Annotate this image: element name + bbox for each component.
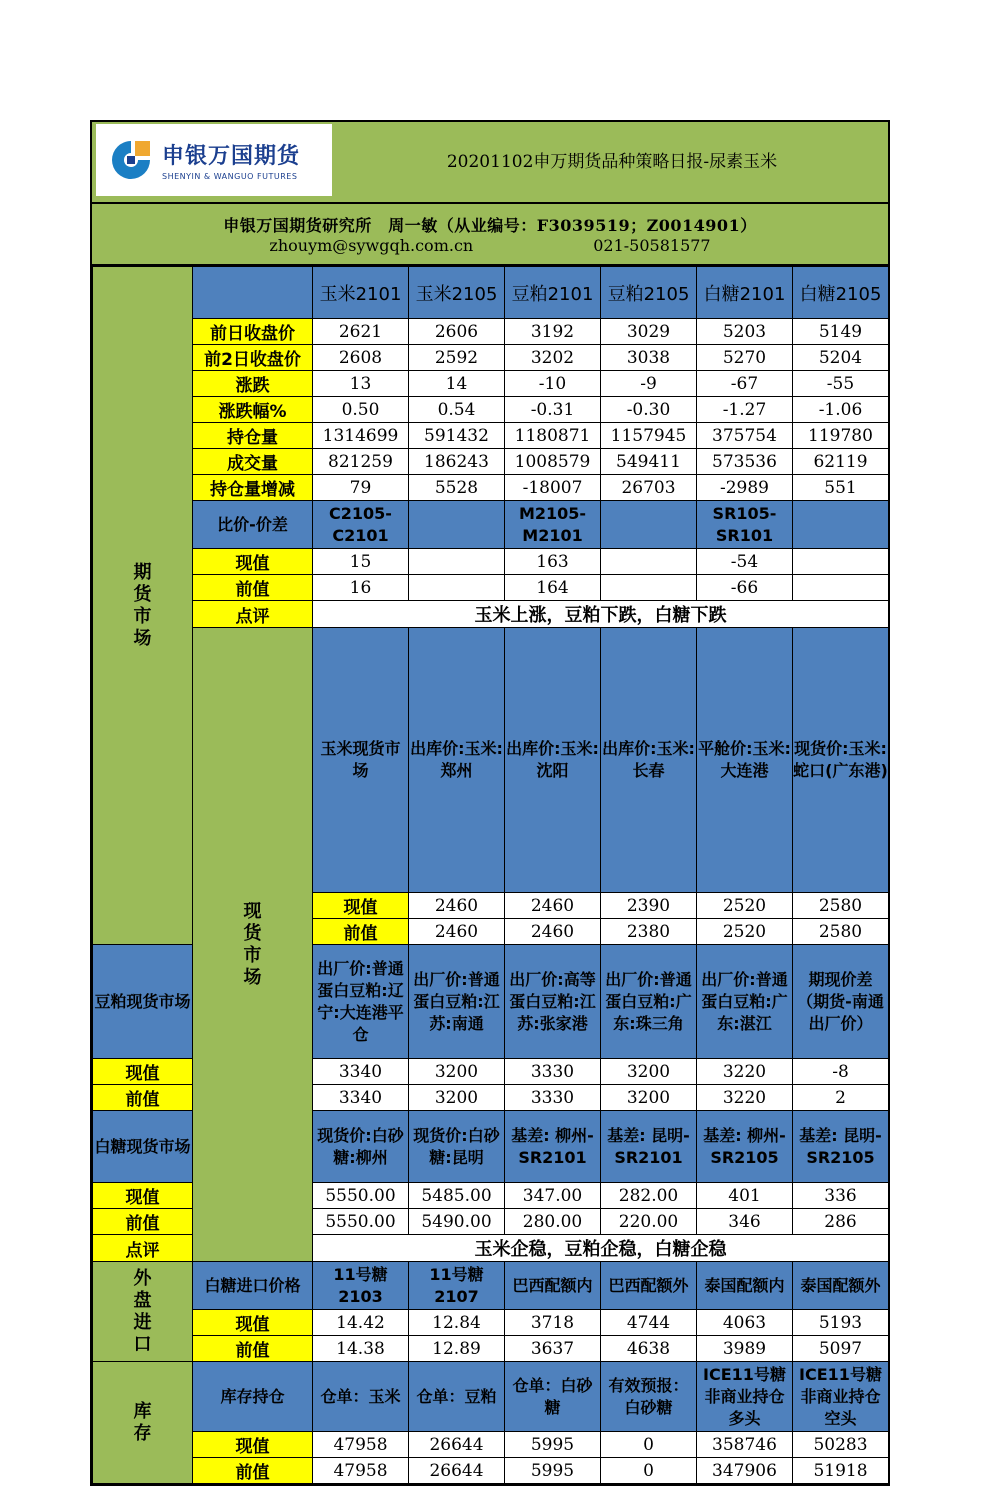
import-header: 巴西配额内 [505, 1262, 601, 1310]
value-cell: 573536 [697, 449, 793, 475]
value-cell: 336 [793, 1183, 889, 1209]
report-sheet [90, 120, 890, 1486]
spread-label: 比价-价差 [193, 501, 313, 549]
spot-meal-label: 豆粕现货市场 [93, 945, 193, 1059]
value-cell: 5995 [505, 1432, 601, 1458]
row-label: 现值 [193, 549, 313, 575]
value-cell: 3202 [505, 345, 601, 371]
value-cell: 3340 [313, 1085, 409, 1111]
value-cell: 14 [409, 371, 505, 397]
spot-corn-label: 玉米现货市场 [313, 628, 409, 893]
value-cell: 79 [313, 475, 409, 501]
import-header: 泰国配额内 [697, 1262, 793, 1310]
row-label: 持仓量增减 [193, 475, 313, 501]
spot-header: 出库价:玉米:郑州 [409, 628, 505, 893]
section-spot: 现 货 市 场 [193, 628, 313, 1262]
contract-header: 白糖2101 [697, 267, 793, 319]
value-cell [601, 549, 697, 575]
value-cell: 3330 [505, 1085, 601, 1111]
comment-label: 点评 [93, 1235, 193, 1262]
author-phone: 021-50581577 [593, 236, 711, 255]
row-label: 现值 [193, 1310, 313, 1336]
spot-header: 基差: 柳州-SR2105 [697, 1111, 793, 1183]
value-cell: 2390 [601, 893, 697, 919]
row-label: 前日收盘价 [193, 319, 313, 345]
spot-sugar-label: 白糖现货市场 [93, 1111, 193, 1183]
table-row [93, 1336, 889, 1362]
logo-mark-icon [108, 137, 154, 183]
value-cell: 4744 [601, 1310, 697, 1336]
value-cell: -66 [697, 575, 793, 601]
spot-header: 基差: 昆明-SR2101 [601, 1111, 697, 1183]
value-cell: 0 [601, 1458, 697, 1484]
value-cell: 164 [505, 575, 601, 601]
value-cell: 14.38 [313, 1336, 409, 1362]
value-cell: 2608 [313, 345, 409, 371]
value-cell: 5550.00 [313, 1209, 409, 1235]
report-title: 20201102申万期货品种策略日报-尿素玉米 [446, 152, 778, 172]
value-cell: -10 [505, 371, 601, 397]
value-cell: -8 [793, 1059, 889, 1085]
company-logo [96, 124, 332, 196]
value-cell: 346 [697, 1209, 793, 1235]
inventory-header: 仓单：豆粕 [409, 1362, 505, 1432]
value-cell [409, 549, 505, 575]
value-cell: 1008579 [505, 449, 601, 475]
table-row [93, 628, 889, 893]
value-cell: -1.27 [697, 397, 793, 423]
spot-header: 期现价差（期货-南通出厂价） [793, 945, 889, 1059]
spot-comment: 玉米企稳，豆粕企稳，白糖企稳 [313, 1235, 889, 1262]
value-cell: 3718 [505, 1310, 601, 1336]
value-cell: 26703 [601, 475, 697, 501]
value-cell: 5204 [793, 345, 889, 371]
import-header: 11号糖2103 [313, 1262, 409, 1310]
value-cell: -67 [697, 371, 793, 397]
value-cell: 3029 [601, 319, 697, 345]
spot-header: 出厂价:普通蛋白豆粕:广东:湛江 [697, 945, 793, 1059]
value-cell: 2580 [793, 893, 889, 919]
inventory-header: 仓单：白砂糖 [505, 1362, 601, 1432]
table-row [93, 345, 889, 371]
value-cell: 2592 [409, 345, 505, 371]
value-cell: 12.84 [409, 1310, 505, 1336]
row-label: 现值 [93, 1059, 193, 1085]
value-cell: -18007 [505, 475, 601, 501]
section-inventory: 库 存 [93, 1362, 193, 1484]
value-cell: 26644 [409, 1458, 505, 1484]
spot-header: 现货价:白砂糖:昆明 [409, 1111, 505, 1183]
value-cell: 358746 [697, 1432, 793, 1458]
table-row [93, 1432, 889, 1458]
value-cell: 2 [793, 1085, 889, 1111]
spread-header: C2105-C2101 [313, 501, 409, 549]
row-label: 前2日收盘价 [193, 345, 313, 371]
spot-header: 基差: 昆明-SR2105 [793, 1111, 889, 1183]
author-email: zhouym@sywgqh.com.cn [269, 236, 474, 255]
spot-header: 现货价:玉米:蛇口(广东港) [793, 628, 889, 893]
value-cell: 821259 [313, 449, 409, 475]
value-cell: 3192 [505, 319, 601, 345]
value-cell: 186243 [409, 449, 505, 475]
value-cell: 3637 [505, 1336, 601, 1362]
value-cell: -0.30 [601, 397, 697, 423]
value-cell: 3200 [409, 1085, 505, 1111]
spot-header: 现货价:白砂糖:柳州 [313, 1111, 409, 1183]
logo-en-name: SHENYIN & WANGUO FUTURES [162, 172, 298, 181]
spot-header: 基差: 柳州-SR2101 [505, 1111, 601, 1183]
value-cell: 4063 [697, 1310, 793, 1336]
value-cell: 5149 [793, 319, 889, 345]
table-row [93, 601, 889, 628]
value-cell [409, 575, 505, 601]
value-cell: 5550.00 [313, 1183, 409, 1209]
row-label: 前值 [193, 1336, 313, 1362]
value-cell: 282.00 [601, 1183, 697, 1209]
table-row [93, 1262, 889, 1310]
inventory-header: 有效预报：白砂糖 [601, 1362, 697, 1432]
comment-label: 点评 [193, 601, 313, 628]
value-cell: 5270 [697, 345, 793, 371]
value-cell: 280.00 [505, 1209, 601, 1235]
value-cell: 3200 [601, 1085, 697, 1111]
row-label: 前值 [93, 1085, 193, 1111]
institute-line: 申银万国期货研究所 周一敏（从业编号：F3039519；Z0014901） [223, 216, 757, 235]
spread-header [601, 501, 697, 549]
value-cell: 4638 [601, 1336, 697, 1362]
row-label: 持仓量 [193, 423, 313, 449]
inventory-label: 库存持仓 [193, 1362, 313, 1432]
value-cell: 220.00 [601, 1209, 697, 1235]
import-label: 白糖进口价格 [193, 1262, 313, 1310]
value-cell: -54 [697, 549, 793, 575]
value-cell: 51918 [793, 1458, 889, 1484]
value-cell: -2989 [697, 475, 793, 501]
value-cell: 2460 [505, 919, 601, 945]
table-row [93, 371, 889, 397]
title-bar [92, 122, 888, 204]
spread-header [409, 501, 505, 549]
value-cell: 5097 [793, 1336, 889, 1362]
value-cell: 347.00 [505, 1183, 601, 1209]
value-cell: 1314699 [313, 423, 409, 449]
value-cell: 401 [697, 1183, 793, 1209]
table-row [93, 423, 889, 449]
inventory-header: ICE11号糖非商业持仓空头 [793, 1362, 889, 1432]
value-cell: 5995 [505, 1458, 601, 1484]
logo-cn-name: 申银万国期货 [162, 144, 301, 169]
table-row [93, 319, 889, 345]
value-cell: 14.42 [313, 1310, 409, 1336]
table-row [93, 1458, 889, 1484]
value-cell: 286 [793, 1209, 889, 1235]
row-label: 现值 [193, 1432, 313, 1458]
value-cell: 375754 [697, 423, 793, 449]
row-label: 前值 [193, 575, 313, 601]
value-cell: 119780 [793, 423, 889, 449]
author-bar [92, 204, 888, 266]
row-label: 前值 [313, 919, 409, 945]
table-row [93, 449, 889, 475]
value-cell: 15 [313, 549, 409, 575]
value-cell: 3200 [601, 1059, 697, 1085]
value-cell: 62119 [793, 449, 889, 475]
contract-header-blank [193, 267, 313, 319]
value-cell: 2520 [697, 893, 793, 919]
strategy-table [92, 266, 889, 1484]
value-cell: 163 [505, 549, 601, 575]
value-cell: 3200 [409, 1059, 505, 1085]
value-cell: 12.89 [409, 1336, 505, 1362]
import-header: 泰国配额外 [793, 1262, 889, 1310]
row-label: 涨跌 [193, 371, 313, 397]
value-cell: 3989 [697, 1336, 793, 1362]
value-cell: 3340 [313, 1059, 409, 1085]
spot-header: 出厂价:普通蛋白豆粕:广东:珠三角 [601, 945, 697, 1059]
value-cell: 591432 [409, 423, 505, 449]
value-cell: 549411 [601, 449, 697, 475]
value-cell: 0.54 [409, 397, 505, 423]
spot-header: 出库价:玉米:沈阳 [505, 628, 601, 893]
value-cell [601, 575, 697, 601]
value-cell: 1180871 [505, 423, 601, 449]
table-row [93, 501, 889, 549]
value-cell: 1157945 [601, 423, 697, 449]
value-cell: 47958 [313, 1432, 409, 1458]
contract-header: 玉米2105 [409, 267, 505, 319]
value-cell: 3038 [601, 345, 697, 371]
row-label: 前值 [93, 1209, 193, 1235]
value-cell: 5490.00 [409, 1209, 505, 1235]
contract-header: 豆粕2101 [505, 267, 601, 319]
value-cell: 2580 [793, 919, 889, 945]
table-row [93, 267, 889, 319]
value-cell [793, 549, 889, 575]
import-header: 巴西配额外 [601, 1262, 697, 1310]
value-cell: 3220 [697, 1059, 793, 1085]
value-cell: 47958 [313, 1458, 409, 1484]
contract-header: 玉米2101 [313, 267, 409, 319]
value-cell: 3220 [697, 1085, 793, 1111]
row-label: 成交量 [193, 449, 313, 475]
import-header: 11号糖2107 [409, 1262, 505, 1310]
value-cell: 2621 [313, 319, 409, 345]
table-row [93, 549, 889, 575]
value-cell: 2460 [505, 893, 601, 919]
spread-header: SR105-SR101 [697, 501, 793, 549]
row-label: 涨跌幅% [193, 397, 313, 423]
spot-header: 出厂价:普通蛋白豆粕:辽宁:大连港平仓 [313, 945, 409, 1059]
value-cell: 26644 [409, 1432, 505, 1458]
value-cell: 0 [601, 1432, 697, 1458]
futures-comment: 玉米上涨，豆粕下跌，白糖下跌 [313, 601, 889, 628]
value-cell: 16 [313, 575, 409, 601]
section-import: 外 盘 进 口 [93, 1262, 193, 1362]
spot-header: 出库价:玉米:长春 [601, 628, 697, 893]
value-cell: 2460 [409, 893, 505, 919]
section-futures: 期 货 市 场 [93, 267, 193, 945]
value-cell: 347906 [697, 1458, 793, 1484]
spot-header: 出厂价:高等蛋白豆粕:江苏:张家港 [505, 945, 601, 1059]
value-cell [793, 575, 889, 601]
value-cell: 5193 [793, 1310, 889, 1336]
value-cell: 2606 [409, 319, 505, 345]
spread-header: M2105-M2101 [505, 501, 601, 549]
table-row [93, 397, 889, 423]
table-row [93, 575, 889, 601]
table-row [93, 1362, 889, 1432]
value-cell: -55 [793, 371, 889, 397]
value-cell: 2460 [409, 919, 505, 945]
contract-header: 豆粕2105 [601, 267, 697, 319]
value-cell: 3330 [505, 1059, 601, 1085]
inventory-header: ICE11号糖非商业持仓多头 [697, 1362, 793, 1432]
spot-header: 平舱价:玉米:大连港 [697, 628, 793, 893]
row-label: 现值 [93, 1183, 193, 1209]
value-cell: -1.06 [793, 397, 889, 423]
value-cell: 2380 [601, 919, 697, 945]
spot-header: 出厂价:普通蛋白豆粕:江苏:南通 [409, 945, 505, 1059]
value-cell: 0.50 [313, 397, 409, 423]
value-cell: -0.31 [505, 397, 601, 423]
value-cell: 2520 [697, 919, 793, 945]
value-cell: 5485.00 [409, 1183, 505, 1209]
spread-header [793, 501, 889, 549]
contract-header: 白糖2105 [793, 267, 889, 319]
row-label: 现值 [313, 893, 409, 919]
value-cell: 13 [313, 371, 409, 397]
value-cell: 551 [793, 475, 889, 501]
table-row [93, 475, 889, 501]
table-row [93, 1310, 889, 1336]
row-label: 前值 [193, 1458, 313, 1484]
value-cell: 50283 [793, 1432, 889, 1458]
value-cell: 5528 [409, 475, 505, 501]
inventory-header: 仓单：玉米 [313, 1362, 409, 1432]
value-cell: -9 [601, 371, 697, 397]
value-cell: 5203 [697, 319, 793, 345]
